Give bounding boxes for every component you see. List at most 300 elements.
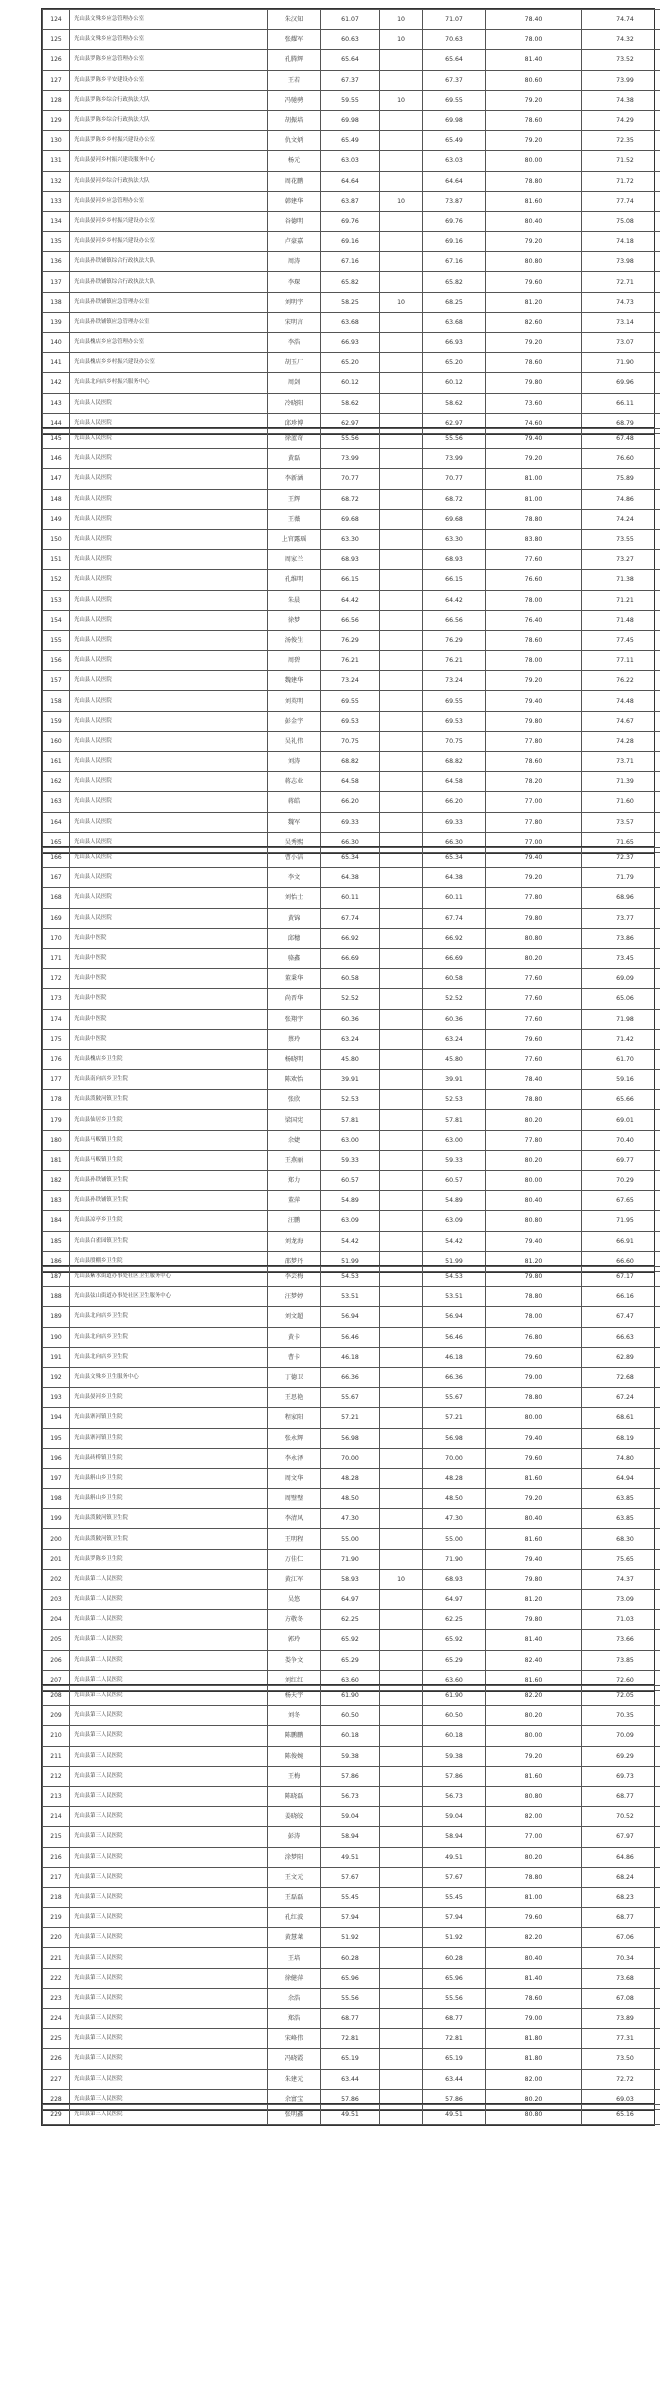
table-cell: 190 bbox=[43, 1327, 70, 1347]
table-cell: 73.24 bbox=[423, 671, 486, 691]
table-cell: 光山县人民医院 bbox=[70, 908, 268, 928]
table-cell: 65.34 bbox=[321, 848, 380, 868]
table-cell: 59.55 bbox=[321, 90, 380, 110]
table-cell: 冯晓霞 bbox=[268, 2049, 321, 2069]
table-cell: 63.24 bbox=[423, 1029, 486, 1049]
score-table-block-1 bbox=[41, 8, 655, 435]
table-cell: 179 bbox=[43, 1110, 70, 1130]
table-cell: 光山县人民医院 bbox=[70, 671, 268, 691]
table-cell: 周文华 bbox=[268, 1468, 321, 1488]
table-cell: 139 bbox=[43, 312, 70, 332]
table-cell: 71.65 bbox=[582, 832, 660, 852]
table-cell: 上官露瑶 bbox=[268, 529, 321, 549]
table-cell bbox=[380, 812, 423, 832]
table-row bbox=[43, 812, 660, 832]
table-cell: 63.68 bbox=[321, 312, 380, 332]
table-cell: 宋明言 bbox=[268, 312, 321, 332]
table-cell: 65.20 bbox=[423, 353, 486, 373]
table-row bbox=[43, 1171, 660, 1191]
table-cell: 81.00 bbox=[486, 489, 582, 509]
score-table-block-3 bbox=[41, 846, 655, 1273]
table-cell: 68.93 bbox=[321, 550, 380, 570]
table-cell: 朱汉知 bbox=[268, 10, 321, 30]
table-cell: 73.99 bbox=[321, 449, 380, 469]
table-cell: 74.86 bbox=[582, 489, 660, 509]
table-cell: 涂梦阳 bbox=[268, 1847, 321, 1867]
table-row bbox=[43, 2105, 660, 2125]
table-cell: 184 bbox=[43, 1211, 70, 1231]
table-cell: 光山县晏河乡乡村振兴建设办公室 bbox=[70, 211, 268, 231]
table-cell: 光山县第二人民医院 bbox=[70, 1630, 268, 1650]
table-cell: 220 bbox=[43, 1928, 70, 1948]
table-cell bbox=[380, 1287, 423, 1307]
table-row bbox=[43, 449, 660, 469]
table-cell bbox=[380, 2105, 423, 2125]
table-cell: 55.56 bbox=[423, 429, 486, 449]
table-cell: 光山县仙居乡卫生院 bbox=[70, 1110, 268, 1130]
table-cell bbox=[380, 469, 423, 489]
table-cell: 222 bbox=[43, 1968, 70, 1988]
table-row bbox=[43, 1847, 660, 1867]
table-cell: 光山县孙铁铺镇综合行政执法大队 bbox=[70, 252, 268, 272]
table-cell bbox=[380, 590, 423, 610]
table-cell: 光山县第三人民医院 bbox=[70, 1887, 268, 1907]
table-cell: 80.60 bbox=[486, 70, 582, 90]
table-cell: 光山县第三人民医院 bbox=[70, 1807, 268, 1827]
table-cell: 180 bbox=[43, 1130, 70, 1150]
table-cell: 光山县罗陈乡综合行政执法大队 bbox=[70, 110, 268, 130]
table-cell: 刘涛 bbox=[268, 752, 321, 772]
table-cell: 59.38 bbox=[321, 1746, 380, 1766]
table-cell: 光山县人民医院 bbox=[70, 630, 268, 650]
table-cell: 60.12 bbox=[423, 373, 486, 393]
table-cell: 杨晓明 bbox=[268, 1049, 321, 1069]
table-cell: 光山县弦山街道办事处社区卫生服务中心 bbox=[70, 1287, 268, 1307]
table-cell: 74.28 bbox=[582, 731, 660, 751]
table-cell: 124 bbox=[43, 10, 70, 30]
table-row bbox=[43, 272, 660, 292]
table-cell: 80.20 bbox=[486, 1847, 582, 1867]
table-cell: 60.11 bbox=[321, 888, 380, 908]
table-cell: 仇文炳 bbox=[268, 131, 321, 151]
table-cell: 56.98 bbox=[423, 1428, 486, 1448]
table-cell: 王燕丽 bbox=[268, 1150, 321, 1170]
table-row bbox=[43, 1110, 660, 1130]
table-cell: 57.94 bbox=[423, 1908, 486, 1928]
table-row bbox=[43, 1150, 660, 1170]
table-cell: 65.34 bbox=[423, 848, 486, 868]
table-cell: 黄磊 bbox=[268, 449, 321, 469]
table-cell: 光山县中医院 bbox=[70, 1009, 268, 1029]
table-row bbox=[43, 671, 660, 691]
table-cell bbox=[380, 1786, 423, 1806]
table-cell: 67.24 bbox=[582, 1388, 660, 1408]
table-cell: 78.00 bbox=[486, 590, 582, 610]
table-cell: 224 bbox=[43, 2009, 70, 2029]
table-cell: 68.79 bbox=[582, 413, 660, 433]
table-cell: 杨天宇 bbox=[268, 1686, 321, 1706]
table-cell bbox=[380, 50, 423, 70]
table-cell: 52.53 bbox=[423, 1090, 486, 1110]
table-cell bbox=[380, 1367, 423, 1387]
table-cell: 198 bbox=[43, 1489, 70, 1509]
table-cell: 80.80 bbox=[486, 928, 582, 948]
table-cell: 78.80 bbox=[486, 1090, 582, 1110]
table-cell: 125 bbox=[43, 30, 70, 50]
table-cell: 73.14 bbox=[582, 312, 660, 332]
table-cell: 79.00 bbox=[486, 2009, 582, 2029]
table-cell: 69.68 bbox=[321, 509, 380, 529]
table-cell: 72.68 bbox=[582, 1367, 660, 1387]
table-cell bbox=[380, 1630, 423, 1650]
table-cell: 68.77 bbox=[582, 1908, 660, 1928]
table-cell: 78.60 bbox=[486, 630, 582, 650]
table-cell: 66.56 bbox=[321, 610, 380, 630]
table-cell: 曹小洁 bbox=[268, 848, 321, 868]
table-cell: 61.70 bbox=[582, 1049, 660, 1069]
table-cell: 56.98 bbox=[321, 1428, 380, 1448]
table-cell bbox=[380, 2009, 423, 2029]
table-cell: 王辉 bbox=[268, 489, 321, 509]
table-cell: 214 bbox=[43, 1807, 70, 1827]
table-cell: 68.19 bbox=[582, 1428, 660, 1448]
table-cell: 光山县第三人民医院 bbox=[70, 1948, 268, 1968]
table-cell: 朱晨 bbox=[268, 590, 321, 610]
table-cell: 59.33 bbox=[423, 1150, 486, 1170]
table-cell bbox=[380, 70, 423, 90]
table-cell: 79.40 bbox=[486, 1549, 582, 1569]
table-cell: 64.58 bbox=[321, 772, 380, 792]
table-cell: 光山县人民医院 bbox=[70, 651, 268, 671]
table-cell: 79.80 bbox=[486, 711, 582, 731]
table-cell: 60.28 bbox=[423, 1948, 486, 1968]
table-cell: 光山县人民医院 bbox=[70, 413, 268, 433]
table-cell: 光山县第二人民医院 bbox=[70, 1569, 268, 1589]
table-cell: 78.40 bbox=[486, 10, 582, 30]
table-cell: 光山县文殊乡卫生服务中心 bbox=[70, 1367, 268, 1387]
table-cell: 81.20 bbox=[486, 1590, 582, 1610]
table-cell: 65.96 bbox=[423, 1968, 486, 1988]
table-cell bbox=[380, 671, 423, 691]
table-cell: 光山县马畈镇卫生院 bbox=[70, 1130, 268, 1150]
table-cell: 227 bbox=[43, 2069, 70, 2089]
table-cell: 光山县人民医院 bbox=[70, 868, 268, 888]
table-cell: 70.00 bbox=[321, 1448, 380, 1468]
table-cell: 73.45 bbox=[582, 948, 660, 968]
table-cell bbox=[380, 1549, 423, 1569]
table-cell bbox=[380, 1110, 423, 1130]
table-cell: 79.60 bbox=[486, 1908, 582, 1928]
table-cell: 光山县罗陈乡卫生院 bbox=[70, 1549, 268, 1569]
table-cell: 194 bbox=[43, 1408, 70, 1428]
table-cell: 49.51 bbox=[321, 1847, 380, 1867]
table-cell: 周家兰 bbox=[268, 550, 321, 570]
table-cell: 63.09 bbox=[321, 1211, 380, 1231]
table-cell: 74.48 bbox=[582, 691, 660, 711]
table-cell: 80.80 bbox=[486, 1211, 582, 1231]
table-cell: 73.99 bbox=[582, 70, 660, 90]
table-cell: 169 bbox=[43, 908, 70, 928]
table-cell: 46.18 bbox=[321, 1347, 380, 1367]
score-table bbox=[42, 428, 660, 853]
table-row bbox=[43, 1988, 660, 2008]
table-cell: 52.52 bbox=[321, 989, 380, 1009]
table-cell: 79.20 bbox=[486, 232, 582, 252]
table-cell: 丁德卫 bbox=[268, 1367, 321, 1387]
table-cell: 77.60 bbox=[486, 550, 582, 570]
table-cell: 69.77 bbox=[582, 1150, 660, 1170]
table-cell: 68.23 bbox=[582, 1887, 660, 1907]
table-cell: 68.77 bbox=[321, 2009, 380, 2029]
table-cell: 60.28 bbox=[321, 1948, 380, 1968]
table-cell: 69.76 bbox=[321, 211, 380, 231]
table-row bbox=[43, 1786, 660, 1806]
table-cell: 68.82 bbox=[321, 752, 380, 772]
table-cell: 74.60 bbox=[486, 413, 582, 433]
table-cell: 59.33 bbox=[321, 1150, 380, 1170]
table-cell: 79.80 bbox=[486, 908, 582, 928]
table-cell: 宋峰伟 bbox=[268, 2029, 321, 2049]
table-cell: 55.56 bbox=[321, 429, 380, 449]
table-cell: 黄卡 bbox=[268, 1327, 321, 1347]
table-cell: 10 bbox=[380, 30, 423, 50]
table-cell: 72.37 bbox=[582, 848, 660, 868]
table-cell: 79.60 bbox=[486, 1448, 582, 1468]
table-row bbox=[43, 1590, 660, 1610]
table-cell bbox=[380, 1070, 423, 1090]
table-cell: 68.77 bbox=[423, 2009, 486, 2029]
table-cell: 66.11 bbox=[582, 393, 660, 413]
table-cell bbox=[380, 393, 423, 413]
table-cell: 71.90 bbox=[321, 1549, 380, 1569]
table-cell: 魏建华 bbox=[268, 671, 321, 691]
table-cell: 159 bbox=[43, 711, 70, 731]
table-cell: 66.30 bbox=[423, 832, 486, 852]
table-cell bbox=[380, 171, 423, 191]
table-cell bbox=[380, 928, 423, 948]
table-row bbox=[43, 1307, 660, 1327]
table-cell: 周涛 bbox=[268, 252, 321, 272]
table-cell bbox=[380, 868, 423, 888]
table-cell: 57.67 bbox=[423, 1867, 486, 1887]
table-cell: 冯驰骋 bbox=[268, 90, 321, 110]
table-cell bbox=[380, 232, 423, 252]
table-row bbox=[43, 373, 660, 393]
table-cell: 79.60 bbox=[486, 272, 582, 292]
table-cell: 144 bbox=[43, 413, 70, 433]
table-cell bbox=[380, 151, 423, 171]
table-cell: 63.60 bbox=[321, 1670, 380, 1690]
table-cell: 56.94 bbox=[423, 1307, 486, 1327]
table-cell: 200 bbox=[43, 1529, 70, 1549]
table-cell: 77.11 bbox=[582, 651, 660, 671]
table-row bbox=[43, 1766, 660, 1786]
table-cell: 66.69 bbox=[423, 948, 486, 968]
table-cell: 77.00 bbox=[486, 792, 582, 812]
table-cell: 52.52 bbox=[423, 989, 486, 1009]
table-cell: 万佳仁 bbox=[268, 1549, 321, 1569]
table-row bbox=[43, 191, 660, 211]
table-row bbox=[43, 989, 660, 1009]
table-cell: 64.86 bbox=[582, 1847, 660, 1867]
table-cell: 73.77 bbox=[582, 908, 660, 928]
table-cell: 69.01 bbox=[582, 1110, 660, 1130]
table-cell: 127 bbox=[43, 70, 70, 90]
table-row bbox=[43, 1706, 660, 1726]
table-cell: 73.66 bbox=[582, 1630, 660, 1650]
table-cell: 张明鑫 bbox=[268, 2105, 321, 2125]
table-cell bbox=[380, 1529, 423, 1549]
table-cell: 李芸梅 bbox=[268, 1267, 321, 1287]
table-cell: 光山县第三人民医院 bbox=[70, 2089, 268, 2109]
table-cell: 光山县第三人民医院 bbox=[70, 1827, 268, 1847]
table-cell: 131 bbox=[43, 151, 70, 171]
score-table bbox=[42, 9, 660, 434]
table-cell: 光山县人民医院 bbox=[70, 449, 268, 469]
table-cell bbox=[380, 772, 423, 792]
table-cell: 66.30 bbox=[321, 832, 380, 852]
table-cell: 69.16 bbox=[321, 232, 380, 252]
score-table-block-6 bbox=[41, 2103, 655, 2126]
table-cell bbox=[380, 1191, 423, 1211]
table-cell bbox=[380, 908, 423, 928]
table-cell: 39.91 bbox=[423, 1070, 486, 1090]
table-cell: 梁国宪 bbox=[268, 1110, 321, 1130]
table-row bbox=[43, 1509, 660, 1529]
table-cell: 光山县泼陂河镇卫生院 bbox=[70, 1509, 268, 1529]
table-cell: 71.90 bbox=[582, 353, 660, 373]
table-cell: 80.00 bbox=[486, 1726, 582, 1746]
score-table-block-5 bbox=[41, 1684, 655, 2111]
score-table-block-4 bbox=[41, 1265, 655, 1692]
table-row bbox=[43, 1327, 660, 1347]
table-row bbox=[43, 550, 660, 570]
table-cell: 73.86 bbox=[582, 928, 660, 948]
table-cell: 光山县砖桥镇卫生院 bbox=[70, 1448, 268, 1468]
table-cell: 218 bbox=[43, 1887, 70, 1907]
table-cell: 76.22 bbox=[582, 671, 660, 691]
table-cell: 73.87 bbox=[423, 191, 486, 211]
table-cell: 67.16 bbox=[321, 252, 380, 272]
table-row bbox=[43, 1887, 660, 1907]
table-cell: 48.28 bbox=[321, 1468, 380, 1488]
table-cell bbox=[380, 1150, 423, 1170]
table-cell: 71.95 bbox=[582, 1211, 660, 1231]
table-cell: 80.40 bbox=[486, 1509, 582, 1529]
table-cell: 80.20 bbox=[486, 1706, 582, 1726]
table-cell: 光山县人民医院 bbox=[70, 570, 268, 590]
table-cell: 64.64 bbox=[321, 171, 380, 191]
table-cell: 48.28 bbox=[423, 1468, 486, 1488]
table-cell: 胡玉厂 bbox=[268, 353, 321, 373]
table-cell: 光山县第三人民医院 bbox=[70, 2069, 268, 2089]
table-cell: 60.18 bbox=[321, 1726, 380, 1746]
table-cell: 63.09 bbox=[423, 1211, 486, 1231]
table-cell: 133 bbox=[43, 191, 70, 211]
table-cell: 65.49 bbox=[321, 131, 380, 151]
table-cell: 171 bbox=[43, 948, 70, 968]
table-cell: 徐梦 bbox=[268, 610, 321, 630]
table-row bbox=[43, 1267, 660, 1287]
table-cell: 董萍 bbox=[268, 1191, 321, 1211]
table-cell: 光山县北向店乡卫生院 bbox=[70, 1307, 268, 1327]
table-row bbox=[43, 1388, 660, 1408]
table-row bbox=[43, 1408, 660, 1428]
table-cell: 206 bbox=[43, 1650, 70, 1670]
table-cell: 60.11 bbox=[423, 888, 486, 908]
table-cell: 77.60 bbox=[486, 969, 582, 989]
table-cell: 49.51 bbox=[321, 2105, 380, 2125]
table-cell: 余富宝 bbox=[268, 2089, 321, 2109]
table-cell: 光山县马畈镇卫生院 bbox=[70, 1150, 268, 1170]
table-row bbox=[43, 888, 660, 908]
table-cell bbox=[380, 1448, 423, 1468]
table-cell bbox=[380, 711, 423, 731]
table-cell: 71.72 bbox=[582, 171, 660, 191]
table-cell: 210 bbox=[43, 1726, 70, 1746]
table-row bbox=[43, 312, 660, 332]
table-cell: 66.16 bbox=[582, 1287, 660, 1307]
table-cell bbox=[380, 1267, 423, 1287]
table-row bbox=[43, 1948, 660, 1968]
table-cell: 李清风 bbox=[268, 1509, 321, 1529]
table-cell: 77.80 bbox=[486, 812, 582, 832]
table-cell: 光山县人民医院 bbox=[70, 469, 268, 489]
table-cell: 151 bbox=[43, 550, 70, 570]
table-cell: 尚晋华 bbox=[268, 989, 321, 1009]
table-cell bbox=[380, 1928, 423, 1948]
table-cell: 63.30 bbox=[321, 529, 380, 549]
table-cell: 142 bbox=[43, 373, 70, 393]
table-cell: 57.67 bbox=[321, 1867, 380, 1887]
table-cell: 70.34 bbox=[582, 1948, 660, 1968]
table-cell bbox=[380, 1049, 423, 1069]
table-cell: 80.80 bbox=[486, 1786, 582, 1806]
table-cell: 128 bbox=[43, 90, 70, 110]
table-cell bbox=[380, 1428, 423, 1448]
table-cell: 71.60 bbox=[582, 792, 660, 812]
table-cell bbox=[380, 1489, 423, 1509]
table-cell: 81.60 bbox=[486, 1766, 582, 1786]
table-cell bbox=[380, 489, 423, 509]
table-row bbox=[43, 1211, 660, 1231]
table-row bbox=[43, 131, 660, 151]
table-cell: 72.72 bbox=[582, 2069, 660, 2089]
table-row bbox=[43, 752, 660, 772]
table-cell: 光山县第三人民医院 bbox=[70, 2105, 268, 2125]
table-cell: 57.81 bbox=[423, 1110, 486, 1130]
table-cell: 吴悠 bbox=[268, 1590, 321, 1610]
table-cell bbox=[380, 989, 423, 1009]
table-row bbox=[43, 1746, 660, 1766]
table-cell bbox=[380, 691, 423, 711]
table-row bbox=[43, 1569, 660, 1589]
table-cell: 65.92 bbox=[423, 1630, 486, 1650]
table-row bbox=[43, 1130, 660, 1150]
table-cell: 165 bbox=[43, 832, 70, 852]
table-cell: 光山县中医院 bbox=[70, 989, 268, 1009]
table-cell: 66.60 bbox=[582, 1251, 660, 1271]
table-cell: 73.60 bbox=[486, 393, 582, 413]
table-cell: 谷德明 bbox=[268, 211, 321, 231]
table-cell: 72.81 bbox=[321, 2029, 380, 2049]
table-cell: 董秉华 bbox=[268, 969, 321, 989]
table-cell: 64.38 bbox=[423, 868, 486, 888]
table-cell: 78.80 bbox=[486, 171, 582, 191]
table-cell: 215 bbox=[43, 1827, 70, 1847]
table-cell: 63.00 bbox=[321, 1130, 380, 1150]
table-row bbox=[43, 2029, 660, 2049]
